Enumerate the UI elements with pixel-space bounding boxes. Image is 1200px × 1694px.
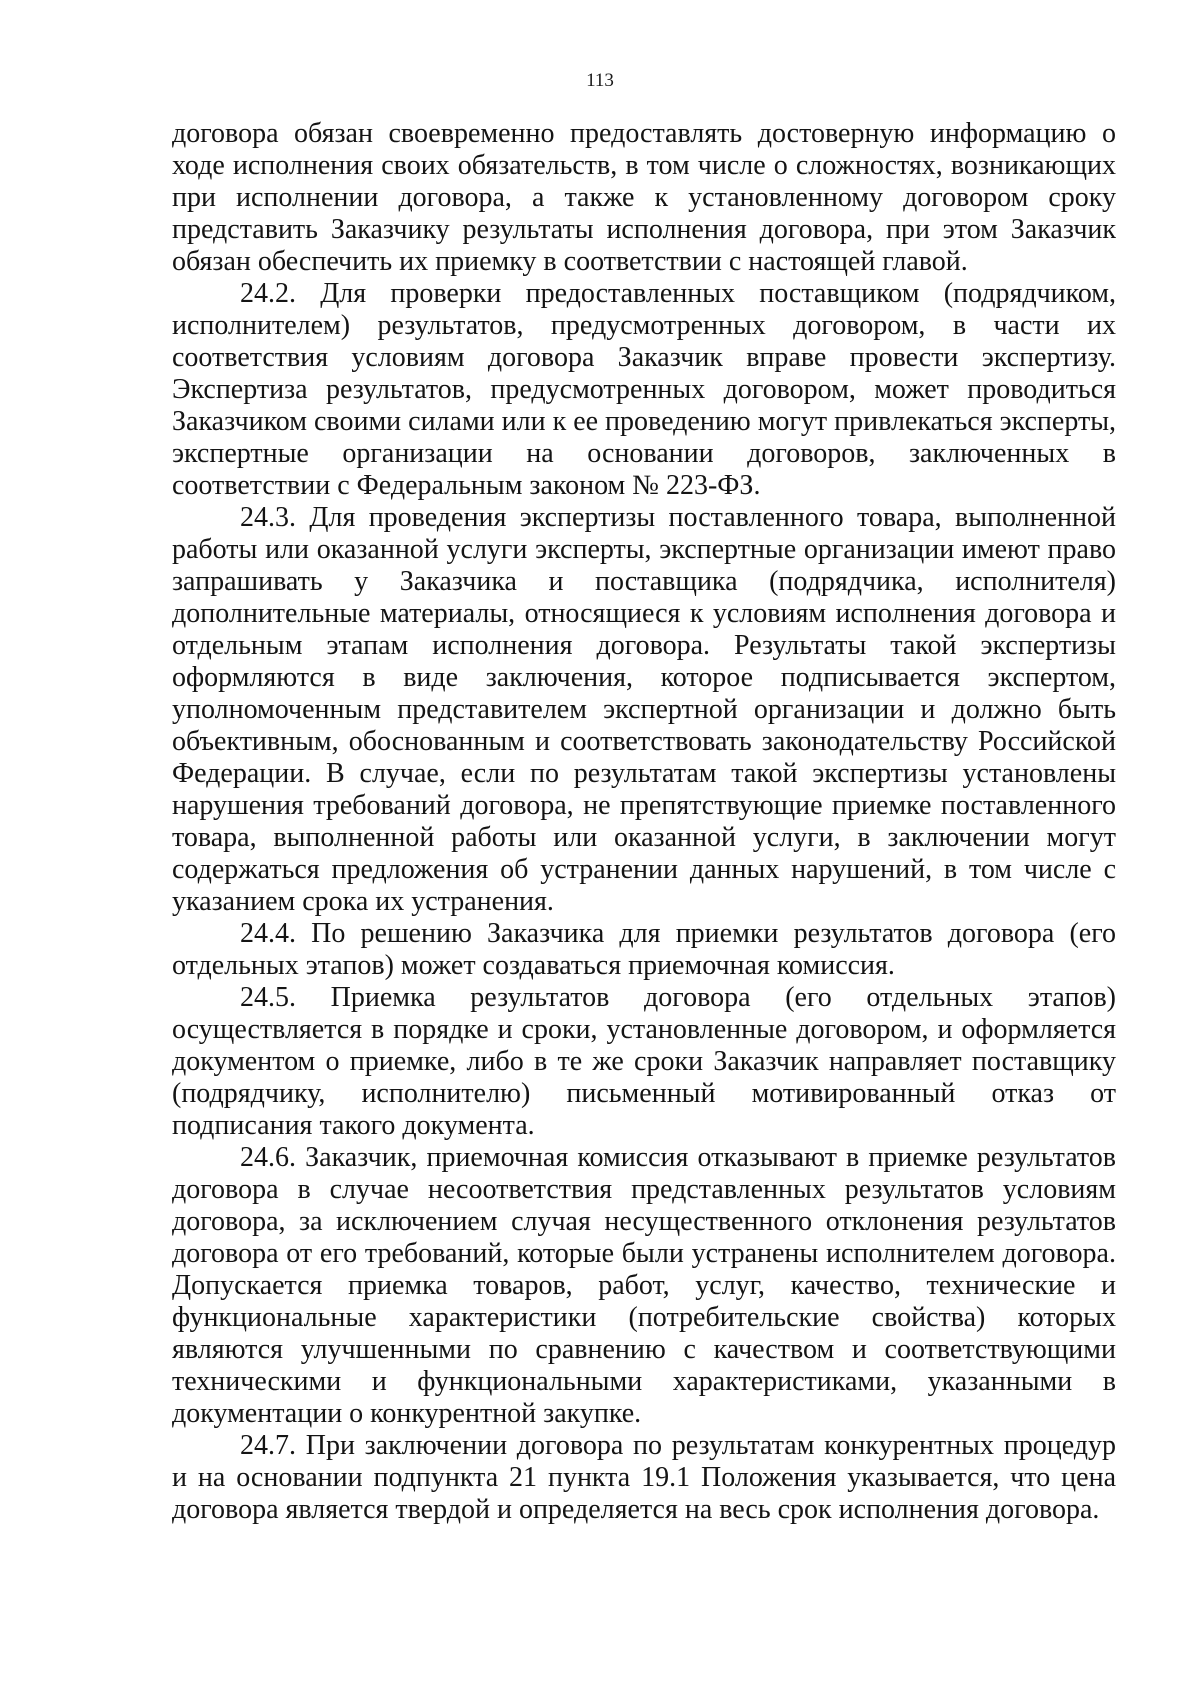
document-body [172, 118, 1116, 1526]
paragraph-24-7: 24.7. При заключении договора по результатам конкурентных процедур и на основании подпункта 21 пункта 19.1 Положения указывается, что цена договора является твердой и определяется на весь срок исполнения договора. [172, 1430, 1116, 1525]
page-number: 113 [586, 70, 614, 91]
paragraph-24-5: 24.5. Приемка результатов договора (его отдельных этапов) осуществляется в порядке и сроки, установленные договором, и оформляется документом о приемке, либо в те же сроки Заказчик направляет поставщику (подрядчику, исполнителю) письменный мотивированный отказ от подписания такого документа. [172, 982, 1116, 1141]
paragraph-24-3: 24.3. Для проведения экспертизы поставленного товара, выполненной работы или оказанной услуги эксперты, экспертные организации имеют право запрашивать у Заказчика и поставщика (подрядчика, исполнителя) дополнительные материалы, относящиеся к условиям исполнения договора и отдельным этапам исполнения договора. Результаты такой экспертизы оформляются в виде заключения, которое подписывается экспертом, уполномоченным представителем экспертной организации и должно быть объективным, обоснованным и соответствовать законодательству Российской Федерации. В случае, если по результатам такой экспертизы установлены нарушения требований договора, не препятствующие приемке поставленного товара, выполненной работы или оказанной услуги, в заключении могут содержаться предложения об устранении данных нарушений, в том числе с указанием срока их устранения. [172, 502, 1116, 917]
paragraph-24-4: 24.4. По решению Заказчика для приемки результатов договора (его отдельных этапов) может создаваться приемочная комиссия. [172, 918, 1116, 981]
paragraph-24-2: 24.2. Для проверки предоставленных поставщиком (подрядчиком, исполнителем) результатов, предусмотренных договором, в части их соответствия условиям договора Заказчик вправе провести экспертизу. Экспертиза результатов, предусмотренных договором, может проводиться Заказчиком своими силами или к ее проведению могут привлекаться эксперты, экспертные организации на основании договоров, заключенных в соответствии с Федеральным законом № 223-ФЗ. [172, 278, 1117, 501]
paragraph-continuation: договора обязан своевременно предоставлять достоверную информацию о ходе исполнения своих обязательств, в том числе о сложностях, возникающих при исполнении договора, а также к установленному договором сроку представить Заказчику результаты исполнения договора, при этом Заказчик обязан обеспечить их приемку в соответствии с настоящей главой. [172, 118, 1116, 277]
paragraph-24-6: 24.6. Заказчик, приемочная комиссия отказывают в приемке результатов договора в случае несоответствия представленных результатов условиям договора, за исключением случая несущественного отклонения результатов договора от его требований, которые были устранены исполнителем договора. Допускается приемка товаров, работ, услуг, качество, технические и функциональные характеристики (потребительские свойства) которых являются улучшенными по сравнению с качеством и соответствующими техническими и функциональными характеристиками, указанными в документации о конкурентной закупке. [172, 1142, 1116, 1429]
